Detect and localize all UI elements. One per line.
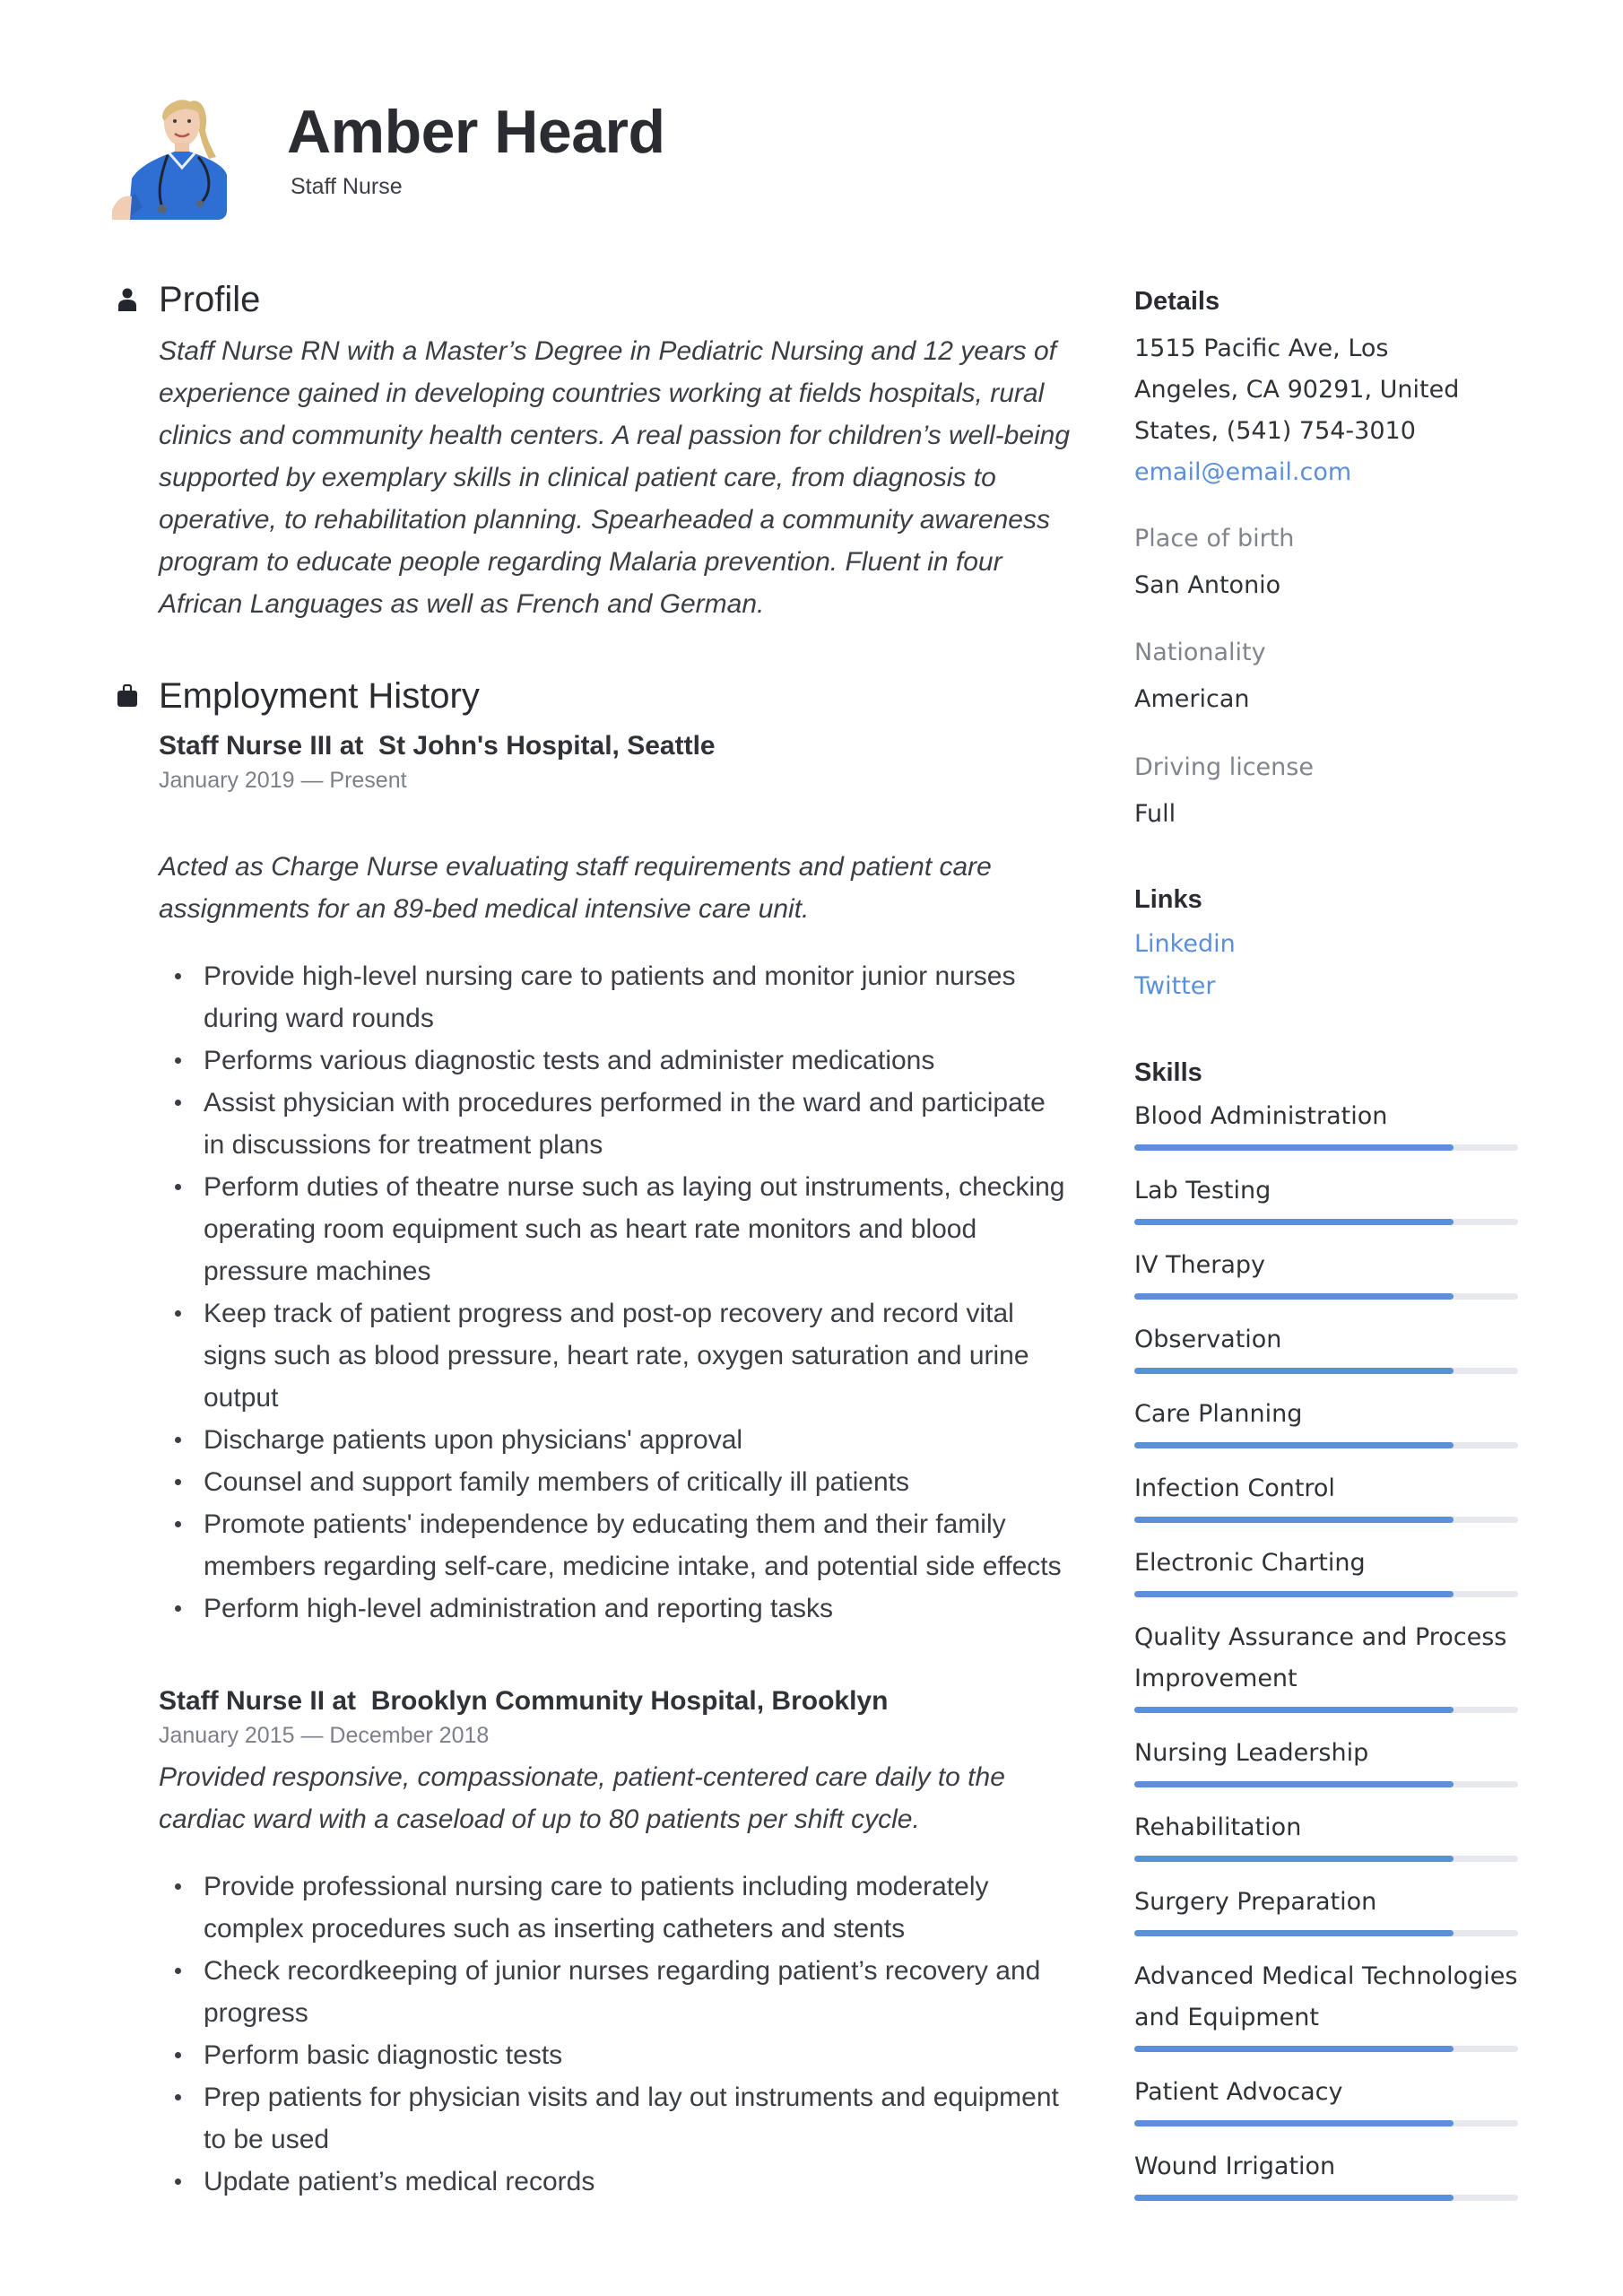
skill-item [1134, 1956, 1529, 2052]
skill-level-fill [1134, 1293, 1454, 1300]
list-item: Perform basic diagnostic tests [159, 2034, 1073, 2076]
skill-level-bar [1134, 1781, 1518, 1787]
candidate-job-title: Staff Nurse [291, 174, 403, 199]
links-heading: Links [1134, 885, 1202, 914]
skill-item [1134, 1617, 1529, 1713]
skill-name: Patient Advocacy [1134, 2078, 1343, 2106]
list-item: Update patient’s medical records [159, 2161, 1073, 2203]
place-of-birth-label: Place of birth [1134, 525, 1295, 552]
skill-level-bar [1134, 1144, 1518, 1151]
list-item: Discharge patients upon physicians' approval [159, 1419, 1073, 1461]
briefcase-icon [117, 684, 136, 708]
email-link[interactable]: email@email.com [1134, 458, 1352, 486]
bullet-icon [175, 973, 181, 979]
bullet-icon [175, 1479, 181, 1485]
linkedin-link[interactable]: Linkedin [1134, 930, 1236, 958]
skill-name: Advanced Medical Technologies and Equipment [1134, 1962, 1518, 2031]
skill-item [1134, 1096, 1529, 1151]
skill-name: Lab Testing [1134, 1177, 1271, 1205]
skill-name: Surgery Preparation [1134, 1888, 1377, 1916]
skills-heading: Skills [1134, 1058, 1202, 1087]
list-item: Provide high-level nursing care to patients and monitor junior nurses during ward rounds [159, 955, 1073, 1039]
list-item: Promote patients' independence by educating them and their family members regarding self-care, medicine intake, and potential side effects [159, 1503, 1073, 1587]
bullet-icon [175, 1437, 181, 1443]
skill-name: Electronic Charting [1134, 1549, 1366, 1577]
list-item: Perform duties of theatre nurse such as laying out instruments, checking operating room equipment such as heart rate monitors and blood pressure machines [159, 1166, 1073, 1292]
skill-level-bar [1134, 1930, 1518, 1936]
skill-item [1134, 1170, 1529, 1225]
job-title: Staff Nurse III at St John's Hospital, Seattle [159, 731, 716, 761]
skills-list [1134, 1096, 1529, 2221]
skill-level-fill [1134, 1856, 1454, 1862]
job-title: Staff Nurse II at Brooklyn Community Hospital, Brooklyn [159, 1686, 889, 1716]
skill-level-bar [1134, 2046, 1518, 2052]
list-item: Provide professional nursing care to patients including moderately complex procedures such as inserting catheters and stents [159, 1866, 1073, 1950]
job-dates: January 2015 — December 2018 [159, 1723, 490, 1748]
job-summary: Acted as Charge Nurse evaluating staff requirements and patient care assignments for an 89-bed medical intensive care unit. [159, 852, 992, 924]
list-item: Counsel and support family members of critically ill patients [159, 1461, 1073, 1503]
candidate-name: Amber Heard [287, 98, 665, 166]
employment-heading: Employment History [159, 676, 480, 716]
skill-item [1134, 2146, 1529, 2201]
skill-item [1134, 1319, 1529, 1374]
job-entry [159, 1686, 1073, 2203]
skill-level-fill [1134, 1781, 1454, 1787]
skill-name: Care Planning [1134, 1400, 1303, 1428]
skill-name: Rehabilitation [1134, 1813, 1302, 1841]
list-item: Perform high-level administration and reporting tasks [159, 1587, 1073, 1630]
skill-level-bar [1134, 1293, 1518, 1300]
driving-license-value: Full [1134, 800, 1176, 828]
address-phone: 1515 Pacific Ave, Los Angeles, CA 90291, United States, (541) 754-3010 [1134, 335, 1460, 445]
list-item: Keep track of patient progress and post-op recovery and record vital signs such as blood pressure, heart rate, oxygen saturation and urine output [159, 1292, 1073, 1419]
skill-level-bar [1134, 1707, 1518, 1713]
skill-item [1134, 1468, 1529, 1523]
bullet-icon [175, 1968, 181, 1974]
skill-name: Observation [1134, 1326, 1282, 1353]
nurse-photo-icon [112, 85, 252, 220]
skill-item [1134, 1882, 1529, 1936]
bullet-icon [175, 1521, 181, 1527]
skill-name: Nursing Leadership [1134, 1739, 1369, 1767]
bullet-icon [175, 1310, 181, 1317]
skill-name: Quality Assurance and Process Improvement [1134, 1623, 1507, 1692]
skill-level-fill [1134, 2046, 1454, 2052]
skill-item [1134, 1733, 1529, 1787]
skill-level-fill [1134, 2195, 1454, 2201]
skill-item [1134, 2072, 1529, 2126]
skill-level-bar [1134, 1219, 1518, 1225]
skill-level-bar [1134, 1856, 1518, 1862]
place-of-birth-value: San Antonio [1134, 571, 1281, 599]
bullet-icon [175, 1057, 181, 1064]
skill-name: Infection Control [1134, 1474, 1335, 1502]
skill-name: Wound Irrigation [1134, 2152, 1336, 2180]
profile-summary: Staff Nurse RN with a Master’s Degree in Pediatric Nursing and 12 years of experience gained in developing countries working at fields hospitals, rural clinics and community health centers. A real passion for children’s well-being supported by exemplary skills in clinical patient care, from diagnosis to operative, to rehabilitation planning. Spearheaded a community awareness program to educate people regarding Malaria prevention. Fluent in four African Languages as well as French and German. [159, 336, 1071, 619]
nationality-label: Nationality [1134, 639, 1266, 666]
skill-level-fill [1134, 1517, 1454, 1523]
skill-level-fill [1134, 1591, 1454, 1597]
bullet-icon [175, 2094, 181, 2100]
skill-level-fill [1134, 1368, 1454, 1374]
skill-level-bar [1134, 2120, 1518, 2126]
skill-name: Blood Administration [1134, 1102, 1388, 1130]
bullet-icon [175, 2052, 181, 2058]
twitter-link[interactable]: Twitter [1134, 972, 1216, 1000]
job-dates: January 2019 — Present [159, 768, 407, 793]
nationality-value: American [1134, 685, 1250, 713]
list-item: Prep patients for physician visits and lay out instruments and equipment to be used [159, 2076, 1073, 2161]
person-icon [117, 288, 137, 311]
skill-level-fill [1134, 1707, 1454, 1713]
details-heading: Details [1134, 287, 1220, 316]
skill-item [1134, 1394, 1529, 1448]
skill-level-fill [1134, 1219, 1454, 1225]
driving-license-label: Driving license [1134, 753, 1314, 781]
bullet-icon [175, 1184, 181, 1190]
job-entry [159, 731, 1073, 1630]
skill-level-fill [1134, 1930, 1454, 1936]
skill-level-bar [1134, 1591, 1518, 1597]
skill-level-fill [1134, 1144, 1454, 1151]
skill-level-bar [1134, 1517, 1518, 1523]
skill-level-fill [1134, 1442, 1454, 1448]
bullet-icon [175, 1605, 181, 1612]
list-item: Assist physician with procedures performed in the ward and participate in discussions for treatment plans [159, 1082, 1073, 1166]
skill-level-bar [1134, 1368, 1518, 1374]
skill-level-fill [1134, 2120, 1454, 2126]
skill-item [1134, 1807, 1529, 1862]
list-item: Performs various diagnostic tests and administer medications [159, 1039, 1073, 1082]
skill-item [1134, 1543, 1529, 1597]
bullet-icon [175, 2179, 181, 2185]
skill-level-bar [1134, 2195, 1518, 2201]
bullet-icon [175, 1883, 181, 1890]
job-summary: Provided responsive, compassionate, patient-centered care daily to the cardiac ward with a caseload of up to 80 patients per shift cycle. [159, 1762, 1005, 1834]
skill-name: IV Therapy [1134, 1251, 1265, 1279]
job-responsibilities-list [159, 1866, 1073, 2203]
skill-level-bar [1134, 1442, 1518, 1448]
skill-item [1134, 1245, 1529, 1300]
profile-heading: Profile [159, 280, 261, 319]
bullet-icon [175, 1100, 181, 1106]
job-responsibilities-list [159, 955, 1073, 1630]
profile-photo [112, 85, 252, 220]
list-item: Check recordkeeping of junior nurses regarding patient’s recovery and progress [159, 1950, 1073, 2034]
